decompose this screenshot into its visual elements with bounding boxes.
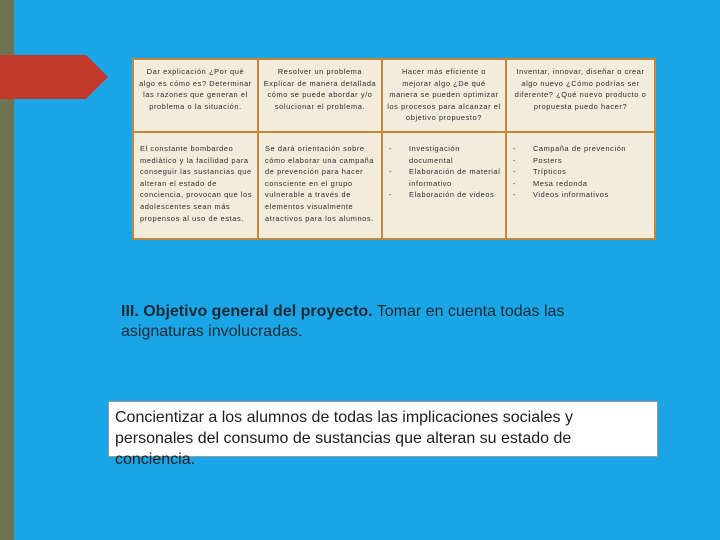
list-item: - Posters — [513, 155, 563, 165]
list-item: - Elaboración de videos — [389, 190, 495, 200]
list-item: - Campaña de prevención — [513, 144, 627, 153]
objective-note-text: Concientizar a los alumnos de todas las implicaciones sociales y personales del consumo de sustancias que alteran su estado de conciencia. — [115, 409, 573, 468]
table-header-explain: Dar explicación ¿Por qué algo es cómo es? Determinar las razones que generan el problema o la situación. — [134, 60, 259, 133]
objective-text: Tomar en cuenta todas las asignaturas involucradas. — [121, 303, 565, 340]
list-item: - Elaboración de material informativo — [389, 167, 501, 188]
table-header-solve: Resolver un problema Explicar de manera detallada cómo se puede abordar y/o solucionar el problema. — [259, 60, 383, 133]
objective-note-box — [108, 401, 658, 468]
accent-arrow-banner — [0, 55, 108, 99]
table-header-create: Inventar, innovar, diseñar o crear algo nuevo ¿Cómo podrías ser diferente? ¿Qué nuevo producto o propuesta puedo hacer? — [507, 60, 654, 133]
table-cell-orientation: Se dará orientación sobre cómo elaborar una campaña de prevención para hacer consciente en el grupo vulnerable a través de elementos visualmente atractivos para los alumnos. — [259, 133, 383, 238]
table-cell-activities — [383, 133, 507, 238]
activities-list — [389, 143, 501, 201]
products-list — [513, 143, 650, 201]
list-item: - Investigación documental — [389, 144, 460, 165]
objective-heading: III. Objetivo general del proyecto. — [121, 303, 373, 320]
table-cell-problem: El constante bombardeo mediático y la facilidad para conseguir las sustancias que alteran el estado de conciencia, provocan que los adolescentes sean más propensos al uso de estas. — [134, 133, 259, 238]
list-item: - Mesa redonda — [513, 178, 588, 188]
table-header-improve: Hacer más eficiente o mejorar algo ¿De qué manera se pueden optimizar los procesos para alcanzar el objetivo propuesto? — [383, 60, 507, 133]
project-table — [132, 58, 656, 240]
list-item: - Trípticos — [513, 167, 567, 177]
table-cell-products — [507, 133, 654, 238]
list-item: - Videos informativos — [513, 190, 609, 200]
project-objective — [121, 302, 651, 342]
